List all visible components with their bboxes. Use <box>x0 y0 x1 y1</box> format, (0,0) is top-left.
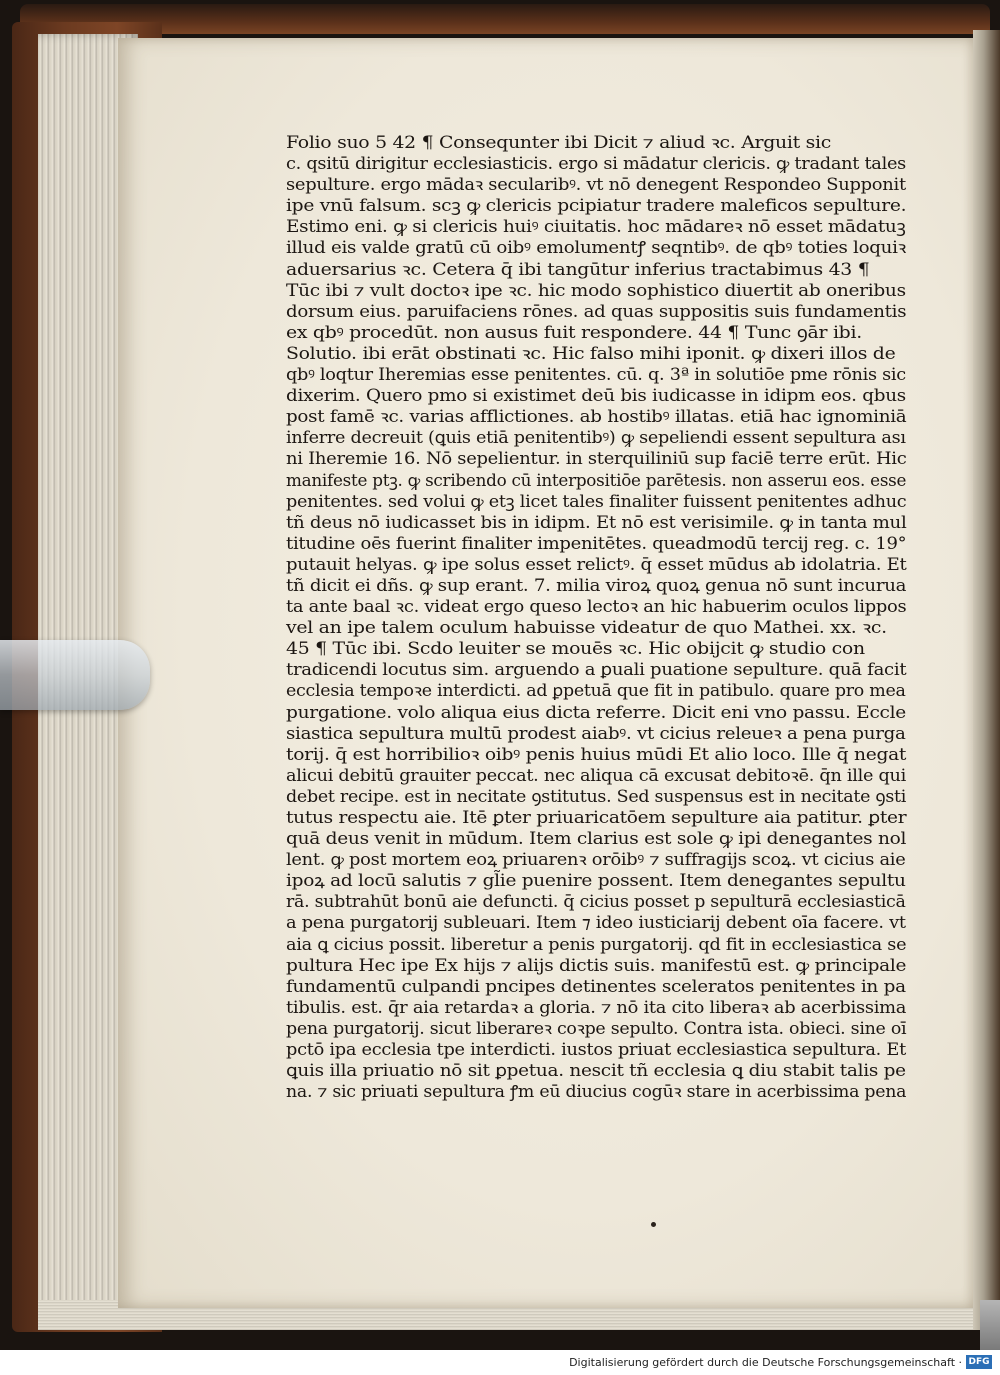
text-line: sepulture. ergo mādaꝛ secularibꝰ. vt nō denegent Respondeo Supponit <box>286 175 906 195</box>
text-line: tñ dicit ei dñs. ꝙ sup erant. 7. milia viroꝝ quoꝝ genua nō sunt incurua <box>286 575 907 595</box>
text-line: ecclesia tempoꝛe interdicti. ad ꝑpetuā que fit in patibulo. quare pro mea <box>286 681 906 701</box>
text-line: Solutio. ibi erāt obstinati ꝛc. Hic falso mihi iponit. ꝙ dixeri illos de <box>286 343 896 363</box>
text-line: alicui debitū grauiter peccat. nec aliqua cā excusat debitoꝛē. q̄n ille qui <box>286 765 906 785</box>
text-line: qbꝰ loqtur Iheremias esse penitentes. cū. q. 3ª in solutiōe pme rōnis sic <box>286 365 906 385</box>
text-line: post famē ꝛc. varias afflictiones. ab hostibꝰ illatas. etiā hac ignominiā <box>286 407 907 427</box>
text-line: rā. subtrahūt bonū aie defuncti. q̄ cicius posset p sepulturā ecclesiasticā <box>286 892 906 912</box>
text-line: Estimo eni. ꝙ si clericis huiꝰ ciuitatis. hoc mādareꝛ nō esset mādatuꝫ <box>286 217 906 237</box>
text-line: manifeste ptꝫ. ꝙ scribendo cū interpositiōe parētesis. non asseruı eos. esse <box>286 470 907 490</box>
text-line: tñ deus nō iudicasset bis in idipm. Et nō est verisimile. ꝙ in tanta mul <box>286 512 907 532</box>
text-line: lent. ꝙ post mortem eoꝝ priuarenꝛ orōibꝰ ⁊ suffragijs scoꝝ. vt cicius aie <box>286 850 906 870</box>
text-line: ipe vnū falsum. scꝫ ꝙ clericis pcipiatur tradere maleficos sepulture. <box>286 196 907 216</box>
text-line: tibulis. est. q̄r aia retardaꝛ a gloria. ⁊ nō ita cito liberaꝛ ab acerbissima <box>286 997 907 1017</box>
funding-note: Digitalisierung gefördert durch die Deutsche Forschungsgemeinschaft · <box>569 1356 962 1369</box>
text-line: ꝗuis illa priuatio nō sit ꝑpetua. nescit tñ ecclesia ꝗ diu stabit talis pe <box>286 1061 906 1081</box>
text-line: debet recipe. est in necitate ꝯstitutus. Sed suspensus est in necitate ꝯsti <box>286 786 907 806</box>
text-line: pctō ipa ecclesia tpe interdicti. iustos priuat ecclesiastica sepultura. Et <box>286 1040 906 1060</box>
text-line: fundamentū culpandi pncipes detinentes sceleratos penitentes in pa <box>286 976 906 996</box>
text-line: purgatione. volo aliqua eius dicta referre. Dicit eni vno passu. Eccle <box>286 702 906 722</box>
text-line: 45 ¶ Tūc ibi. Scdo leuiter se mouēs ꝛc. Hic obijcit ꝙ studio con <box>286 639 865 659</box>
text-line: tradicendi locutus sim. arguendo a ꝑuali puatione sepulture. quā facit <box>286 660 907 680</box>
text-line: inferre decreuit (ꝗuis etiā penitentibꝰ) ꝙ sepeliendi essent sepultura ası <box>286 428 906 448</box>
text-line: pultura Hec ipe Ex hijs ⁊ alijs dictis suis. manifestū est. ꝙ principale <box>286 955 907 975</box>
text-line: penitentes. sed volui ꝙ etꝫ licet tales finaliter fuissent penitentes adhuc <box>286 491 907 511</box>
text-line: Tūc ibi ⁊ vult doctoꝛ ipe ꝛc. hic modo sophistico diuertit ab oneribus <box>286 280 906 300</box>
page-text <box>286 132 906 1102</box>
text-line: aduersarius ꝛc. Cetera q̄ ibi tangūtur inferius tractabimus 43 ¶ <box>286 259 870 279</box>
text-line: ipoꝝ ad locū salutis ⁊ gl̃ie puenire possent. Item denegantes sepultu <box>286 871 906 891</box>
dfg-logo: DFG <box>966 1355 992 1369</box>
holding-clip <box>980 1300 1000 1350</box>
text-line: c. qsitū dirigitur ecclesiasticis. ergo si mādatur clericis. ꝙ tradant tales <box>286 154 906 174</box>
text-line: titudine oēs fuerint finaliter impenitētes. queadmodū tercij reg. c. 19° <box>286 533 907 553</box>
ink-dot <box>651 1222 656 1227</box>
footer-bar <box>0 1350 1000 1375</box>
text-line: dixerim. Quero pmo si existimet deū bis iudicasse in idipm eos. qbus <box>286 386 906 406</box>
text-line: ni Iheremie 16. Nō sepelientur. in sterquiliniū sup faciē terre erūt. Hic <box>286 449 907 469</box>
text-line: torij. q̄ est horribilioꝛ oibꝰ penis huius mūdi Et alio loco. Ille q̄ negat <box>286 744 907 764</box>
text-line: dorsum eius. paruifaciens rōnes. ad quas suppositis suis fundamentis <box>286 301 907 321</box>
text-line: a pena purgatorij subleuari. Item ⁊ ideo iusticiarij debent oīa facere. vt <box>286 913 906 933</box>
text-line: ta ante baal ꝛc. videat ergo queso lectoꝛ an hic habuerim oculos lippos <box>286 597 907 617</box>
binding-top <box>20 4 990 34</box>
text-line: illud eis valde gratū cū oibꝰ emolumentꝭ seqntibꝰ. de qbꝰ toties loquiꝛ <box>286 238 907 258</box>
text-line: quā deus venit in mūdum. Item clarius est sole ꝙ ipi denegantes nol <box>286 829 907 849</box>
holding-strap <box>0 640 150 710</box>
text-line: ex qbꝰ procedūt. non ausus fuit respondere. 44 ¶ Tunc ꝯār ibi. <box>286 322 862 342</box>
text-line: Folio suo 5 42 ¶ Consequnter ibi Dicit ⁊ aliud ꝛc. Arguit sic <box>286 133 832 152</box>
text-line: vel an ipe talem oculum habuisse videatur de quo Mathei. xx. ꝛc. <box>286 618 887 638</box>
text-line: putauit helyas. ꝙ ipe solus esset relictꝰ. q̄ esset mūdus ab idolatria. Et <box>286 554 907 574</box>
text-line: pena purgatorij. sicut liberareꝛ coꝛpe sepulto. Contra ista. obieci. sine oī <box>286 1018 907 1038</box>
text-line: aia ꝗ cicius possit. liberetur a penis purgatorij. qd fit in ecclesiastica se <box>286 934 907 954</box>
text-line: tutus respectu aie. Itē ꝑter priuaricatōem sepulture aia patitur. ꝑter <box>286 808 907 827</box>
text-line: siastica sepultura multū prodest aiabꝰ. vt cicius releueꝛ a pena purga <box>286 723 906 743</box>
text-line: na. ⁊ sic priuati sepultura ꝭm eū diucius cogūꝛ stare in acerbissima pena <box>286 1082 907 1102</box>
